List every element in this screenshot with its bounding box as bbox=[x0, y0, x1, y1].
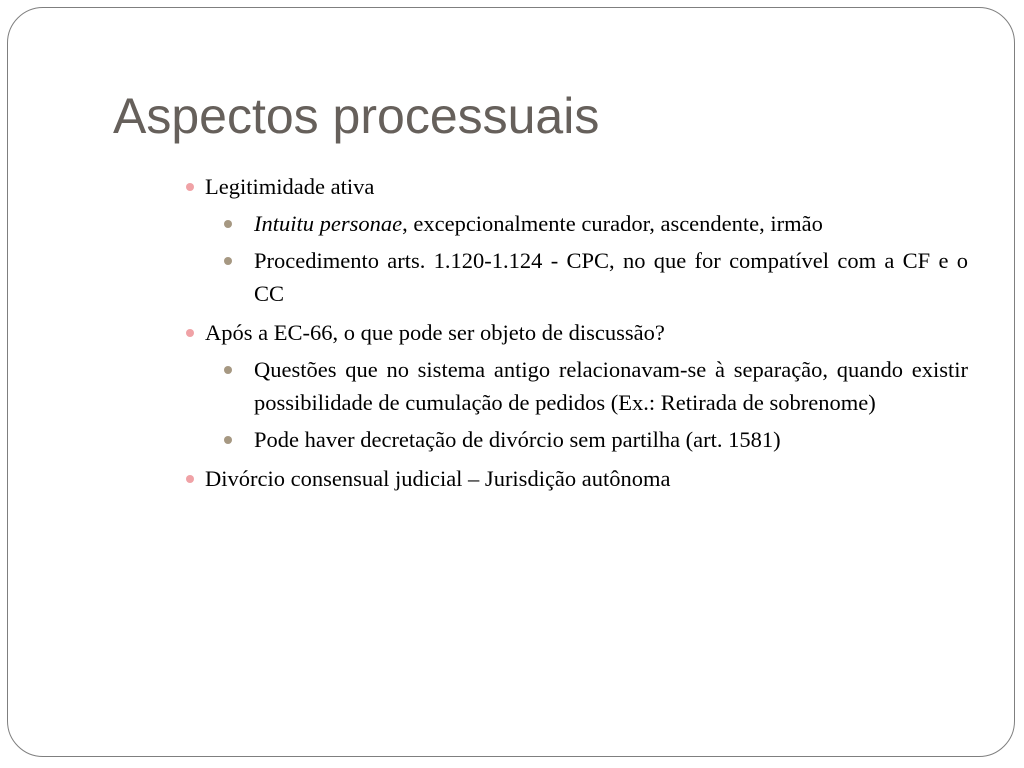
bullet-dot-icon bbox=[186, 329, 194, 337]
slide-content bbox=[186, 170, 968, 501]
sub-bullet-dot-icon bbox=[224, 436, 232, 444]
italic-term: Intuitu personae bbox=[254, 211, 403, 236]
bullet-text: Legitimidade ativa bbox=[205, 174, 375, 199]
sub-bullet-dot-icon bbox=[224, 220, 232, 228]
bullet-list bbox=[186, 170, 968, 495]
sub-bullet-dot-icon bbox=[224, 257, 232, 265]
sub-bullet-partilha bbox=[224, 423, 968, 456]
sub-bullet-list bbox=[205, 207, 968, 310]
bullet-text: Após a EC-66, o que pode ser objeto de discussão? bbox=[205, 320, 665, 345]
bullet-apos-ec66 bbox=[186, 316, 968, 456]
sub-bullet-intuitu-personae bbox=[224, 207, 968, 240]
sub-bullet-questoes bbox=[224, 353, 968, 419]
bullet-dot-icon bbox=[186, 183, 194, 191]
slide-frame bbox=[7, 7, 1015, 757]
sub-bullet-procedimento bbox=[224, 244, 968, 310]
sub-bullet-text: Questões que no sistema antigo relacionavam-se à separação, quando existir possibilidade de cumulação de pedidos (Ex.: Retirada de sobrenome) bbox=[254, 357, 968, 415]
bullet-text: Divórcio consensual judicial – Jurisdição autônoma bbox=[205, 466, 671, 491]
slide-title: Aspectos processuais bbox=[113, 88, 600, 144]
bullet-legitimidade-ativa bbox=[186, 170, 968, 310]
sub-bullet-list bbox=[205, 353, 968, 456]
sub-bullet-text: Pode haver decretação de divórcio sem partilha (art. 1581) bbox=[254, 427, 781, 452]
sub-bullet-dot-icon bbox=[224, 366, 232, 374]
bullet-divorcio-consensual bbox=[186, 462, 968, 495]
sub-bullet-text: , excepcionalmente curador, ascendente, irmão bbox=[402, 211, 823, 236]
bullet-dot-icon bbox=[186, 475, 194, 483]
sub-bullet-text: Procedimento arts. 1.120-1.124 - CPC, no que for compatível com a CF e o CC bbox=[254, 248, 968, 306]
